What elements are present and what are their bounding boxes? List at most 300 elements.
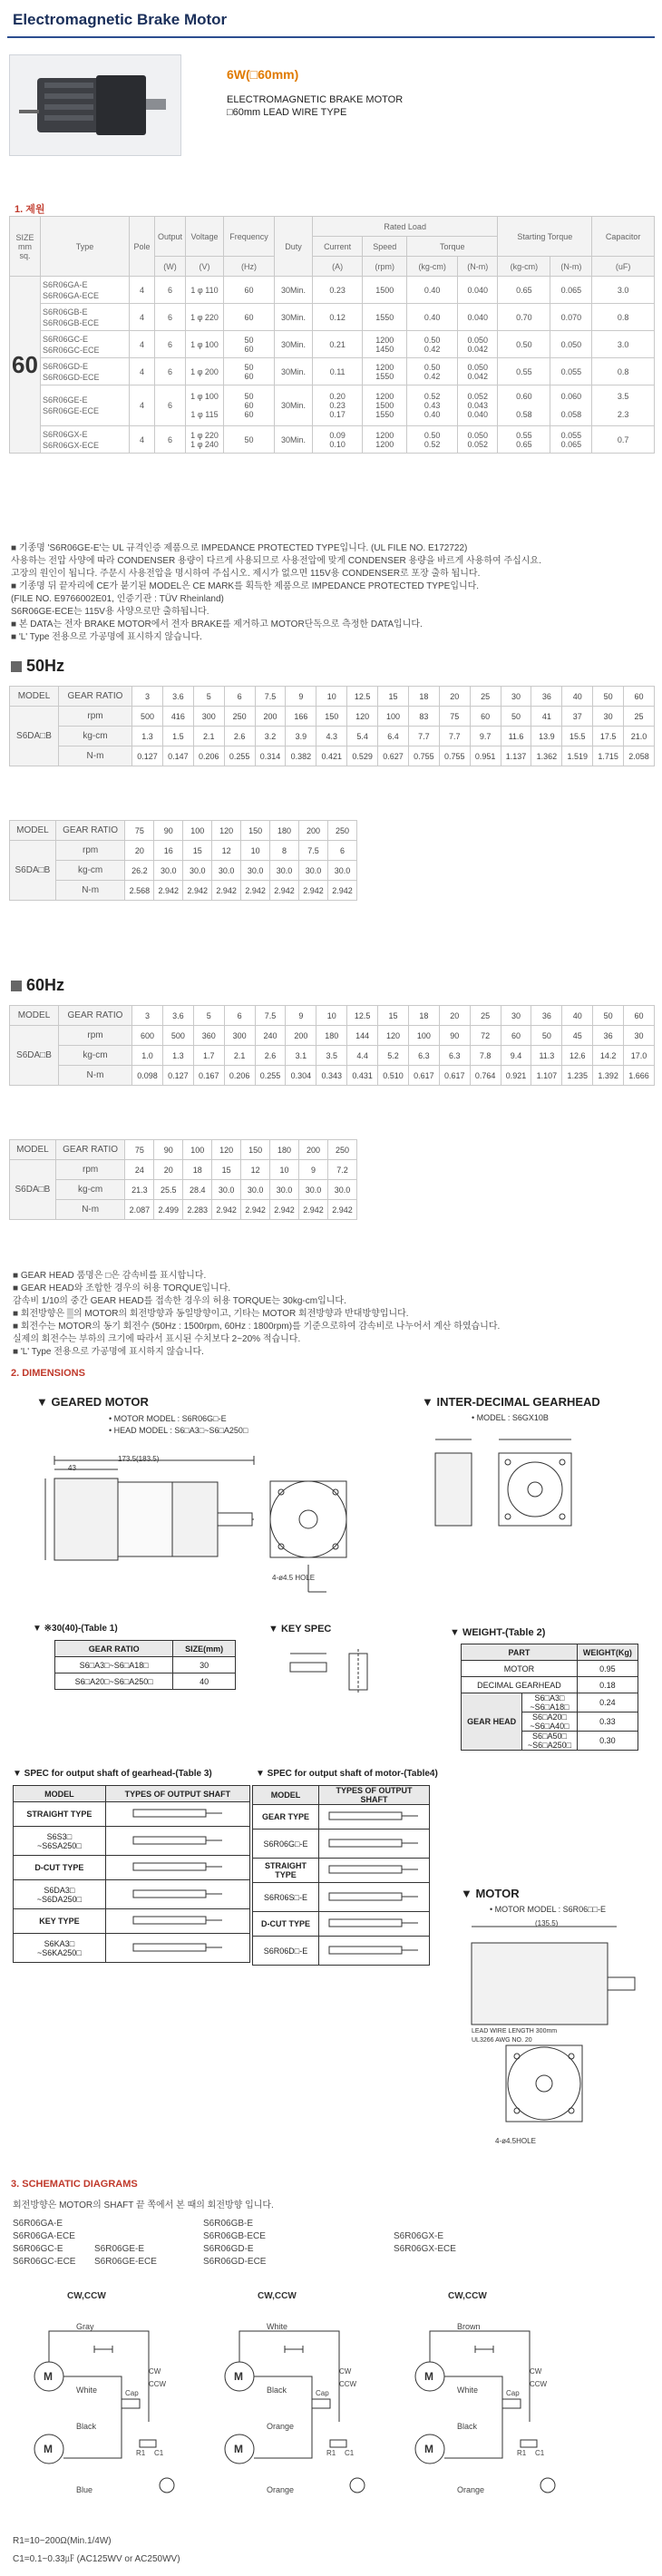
spec-cell-output: 6	[155, 385, 186, 426]
spec-cell-cap: 0.8	[592, 304, 655, 331]
motor-symbol-label: M	[424, 2370, 433, 2383]
weight-value: 0.30	[577, 1732, 638, 1751]
spec-row	[10, 358, 655, 385]
ratio-value: 150	[241, 821, 270, 841]
weight-part: S6□A50□ ~S6□A250□	[522, 1732, 578, 1751]
rpm-value: 144	[347, 1026, 378, 1046]
note-line: ■ 본 DATA는 전자 BRAKE MOTOR에서 전자 BRAKE를 제거하고 MOTOR단독으로 측정한 DATA입니다.	[11, 620, 423, 629]
ratio-value: 5	[193, 1006, 224, 1026]
spec-row	[10, 304, 655, 331]
spec-cell-duty: 30Min.	[275, 358, 313, 385]
schematic-intro: 회전방향은 MOTOR의 SHAFT 끝 쪽에서 본 때의 회전방향 입니다.	[13, 2200, 274, 2210]
shaft-model: S6KA3□ ~S6KA250□	[14, 1934, 106, 1963]
ratio-value: 100	[183, 821, 212, 841]
nm-value: 0.206	[193, 746, 224, 766]
spec-u-output: (W)	[155, 257, 186, 277]
nm-value: 2.942	[212, 881, 241, 901]
spec-cell-t1: 0.40	[407, 277, 458, 304]
kgcm-value: 30.0	[327, 1180, 356, 1200]
spec-cell-pole: 4	[130, 304, 155, 331]
nm-value: 0.147	[162, 746, 193, 766]
nm-value: 1.137	[501, 746, 531, 766]
rpm-value: 36	[593, 1026, 624, 1046]
rpm-value: 25	[624, 707, 655, 727]
ratio-value: 150	[241, 1140, 270, 1160]
nm-value: 0.755	[408, 746, 439, 766]
nm-value: 2.499	[154, 1200, 183, 1220]
rpm-label: rpm	[58, 707, 131, 727]
kgcm-value: 14.2	[593, 1046, 624, 1066]
note-line: ■ GEAR HEAD 품명은 □은 감속비를 표시합니다.	[13, 1271, 207, 1281]
rpm-value: 15	[212, 1160, 241, 1180]
ratio-value: 180	[270, 1140, 299, 1160]
ratio-gear-label: GEAR RATIO	[55, 821, 125, 841]
rpm-value: 100	[378, 707, 409, 727]
ratio-value: 3.6	[162, 1006, 193, 1026]
spec-cell-s1: 0.70	[498, 304, 550, 331]
spec-notes	[11, 542, 651, 644]
nm-value: 0.314	[255, 746, 286, 766]
rpm-value: 600	[132, 1026, 163, 1046]
shaft-drawing	[105, 1880, 249, 1909]
motor-symbol-label: M	[234, 2370, 243, 2383]
nm-value: 1.666	[624, 1066, 655, 1086]
schematic-model: S6R06GC-E	[13, 2244, 63, 2254]
spec-h-pole: Pole	[130, 217, 155, 277]
shaft-row	[14, 1880, 250, 1909]
spec-cell-duty: 30Min.	[275, 304, 313, 331]
rpm-value: 360	[193, 1026, 224, 1046]
kgcm-row	[10, 727, 655, 746]
spec-cell-current: 0.09 0.10	[313, 426, 363, 454]
kgcm-label: kg-cm	[55, 861, 125, 881]
note-line: 고장의 원인이 됩니다. 주문시 사용전압을 명시하여 주십시오. 제시가 없으면 115V용 CONDENSER로 포장 출하 됩니다.	[11, 569, 481, 579]
geared-motor-title: ▼ GEARED MOTOR	[36, 1395, 149, 1409]
spec-cell-speed: 1200 1500 1550	[363, 385, 407, 426]
rpm-value: 20	[154, 1160, 183, 1180]
ratio-value: 50	[593, 687, 624, 707]
spec-cell-s2: 0.060 0.058	[550, 385, 592, 426]
spec-cell-freq: 60	[224, 277, 275, 304]
spec-cell-t2: 0.050 0.042	[458, 358, 498, 385]
nm-value: 0.304	[286, 1066, 316, 1086]
spec-cell-type: S6R06GA-E S6R06GA-ECE	[41, 277, 130, 304]
rpm-value: 60	[470, 707, 501, 727]
wire-label: Black	[76, 2422, 97, 2431]
component-label: R1	[136, 2449, 146, 2457]
nm-value: 0.255	[224, 746, 255, 766]
spec-cell-t1: 0.40	[407, 304, 458, 331]
kgcm-value: 1.7	[193, 1046, 224, 1066]
rpm-value: 100	[408, 1026, 439, 1046]
shaft-row	[253, 1859, 430, 1883]
spec-cell-current: 0.21	[313, 331, 363, 358]
gear-table-50hz-b	[9, 820, 357, 901]
geared-head-model: • HEAD MODEL : S6□A3□~S6□A250□	[109, 1426, 248, 1435]
kgcm-value: 11.3	[531, 1046, 562, 1066]
rpm-value: 300	[193, 707, 224, 727]
spec-cell-voltage: 1 φ 100 1 φ 115	[186, 385, 224, 426]
weight-value: 0.95	[577, 1661, 638, 1677]
weight-part: DECIMAL GEARHEAD	[462, 1677, 578, 1693]
spec-cell-s2: 0.065	[550, 277, 592, 304]
note-line: ■ 'L' Type 전용으로 가공명에 표시하지 않습니다.	[11, 632, 202, 642]
kgcm-value: 1.3	[132, 727, 163, 746]
spec-cell-speed: 1200 1200	[363, 426, 407, 454]
ratio-model-name: S6DA□B	[10, 1160, 56, 1220]
kgcm-value: 28.4	[183, 1180, 212, 1200]
ratio-value: 3.6	[162, 687, 193, 707]
rpm-row	[10, 707, 655, 727]
rpm-value: 18	[183, 1160, 212, 1180]
component-label: CW	[149, 2367, 161, 2376]
rpm-value: 60	[501, 1026, 531, 1046]
ratio-value: 200	[299, 821, 328, 841]
ratio-value: 18	[408, 1006, 439, 1026]
kgcm-value: 6.4	[378, 727, 409, 746]
nm-value: 0.921	[501, 1066, 531, 1086]
rpm-value: 50	[531, 1026, 562, 1046]
rpm-row	[10, 1026, 655, 1046]
spec-cell-speed: 1200 1550	[363, 358, 407, 385]
spec-u-speed: (rpm)	[363, 257, 407, 277]
ratio-value: 5	[193, 687, 224, 707]
rpm-value: 240	[255, 1026, 286, 1046]
rpm-value: 83	[408, 707, 439, 727]
nm-value: 2.942	[241, 881, 270, 901]
nm-value: 2.087	[125, 1200, 154, 1220]
rpm-value: 120	[378, 1026, 409, 1046]
shaft-header	[14, 1786, 250, 1802]
shaft-model: S6DA3□ ~S6DA250□	[14, 1880, 106, 1909]
component-label: C1	[345, 2449, 355, 2457]
shaft-model: S6R06S□-E	[253, 1883, 319, 1912]
nm-value: 0.764	[470, 1066, 501, 1086]
motor-symbol-label: M	[44, 2443, 53, 2455]
page-title: Electromagnetic Brake Motor	[13, 11, 228, 28]
nm-value: 2.568	[125, 881, 154, 901]
spec-cell-duty: 30Min.	[275, 331, 313, 358]
weight-table	[461, 1644, 638, 1751]
kgcm-value: 1.0	[132, 1046, 163, 1066]
spec-cell-output: 6	[155, 331, 186, 358]
kgcm-value: 9.7	[470, 727, 501, 746]
spec-cell-s1: 0.60 0.58	[498, 385, 550, 426]
spec-cell-freq: 50	[224, 426, 275, 454]
spec-cell-pole: 4	[130, 358, 155, 385]
rpm-value: 250	[224, 707, 255, 727]
ratio-value: 180	[270, 821, 299, 841]
spec-cell-pole: 4	[130, 331, 155, 358]
weight-row	[462, 1661, 638, 1677]
wire-label: Gray	[76, 2322, 94, 2331]
ratio-value: 20	[439, 1006, 470, 1026]
spec-h-capacitor: Capacitor	[592, 217, 655, 257]
shaft-row	[14, 1856, 250, 1880]
nm-value: 0.098	[132, 1066, 163, 1086]
hz60-label: 60Hz	[26, 976, 65, 994]
spec-u-torque-kg: (kg-cm)	[407, 257, 458, 277]
hz50-label: 50Hz	[26, 657, 65, 675]
dim-motor-length: (135.5)	[535, 1919, 559, 1927]
kgcm-value: 30.0	[270, 1180, 299, 1200]
motor-model: • MOTOR MODEL : S6R06□□-E	[490, 1905, 607, 1914]
kgcm-value: 17.5	[593, 727, 624, 746]
ratio-value: 7.5	[255, 1006, 286, 1026]
shaft-drawing	[318, 1805, 429, 1830]
ratio-row	[10, 1006, 655, 1026]
ratio-value: 15	[378, 687, 409, 707]
kgcm-row	[10, 861, 357, 881]
ratio-value: 60	[624, 1006, 655, 1026]
spec-cell-t1: 0.50 0.42	[407, 358, 458, 385]
table1-title: ▼ ※30(40)-(Table 1)	[33, 1624, 118, 1634]
table1-row	[55, 1657, 236, 1673]
nm-value: 0.255	[255, 1066, 286, 1086]
kgcm-value: 17.0	[624, 1046, 655, 1066]
shaft-model: S6S3□ ~S6SA250□	[14, 1827, 106, 1856]
spec-cell-t1: 0.50 0.42	[407, 331, 458, 358]
schematic-model: S6R06GA-ECE	[13, 2231, 75, 2241]
nm-value: 0.206	[224, 1066, 255, 1086]
spec-cell-output: 6	[155, 277, 186, 304]
weight-part: S6□A3□ ~S6□A18□	[522, 1693, 578, 1712]
table1-cell: S6□A20□~S6□A250□	[55, 1673, 173, 1690]
hz50-title	[11, 657, 64, 676]
spec-cell-output: 6	[155, 426, 186, 454]
nm-value: 0.421	[316, 746, 347, 766]
note-line: (FILE NO. E9766002E01, 인증기관 : TÜV Rheinland)	[11, 594, 224, 604]
spec-cell-s2: 0.055 0.065	[550, 426, 592, 454]
kgcm-label: kg-cm	[58, 727, 131, 746]
shaft-h-model: MODEL	[14, 1786, 106, 1802]
rpm-value: 50	[501, 707, 531, 727]
spec-cell-t2: 0.040	[458, 304, 498, 331]
spec-cell-freq: 60	[224, 304, 275, 331]
shaft-drawing	[105, 1802, 249, 1827]
schematic-model: S6R06GB-ECE	[203, 2231, 266, 2241]
table4-title: ▼ SPEC for output shaft of motor-(Table4)	[256, 1769, 438, 1779]
spec-cell-voltage: 1 φ 110	[186, 277, 224, 304]
spec-h-size: SIZE mm sq.	[10, 217, 41, 277]
schematic-model: S6R06GX-E	[394, 2231, 444, 2241]
nm-value: 0.951	[470, 746, 501, 766]
rpm-row	[10, 1160, 357, 1180]
spec-cell-cap: 3.5 2.3	[592, 385, 655, 426]
nm-value: 2.942	[154, 881, 183, 901]
spec-cell-t2: 0.040	[458, 277, 498, 304]
ratio-value: 9	[286, 1006, 316, 1026]
spec-body	[10, 277, 655, 454]
ratio-value: 10	[316, 1006, 347, 1026]
shaft-drawing	[318, 1912, 429, 1937]
footer-capacitor: C1=0.1~0.33㎌ (AC125WV or AC250WV)	[13, 2554, 180, 2564]
ratio-value: 25	[470, 1006, 501, 1026]
shaft-row	[14, 1802, 250, 1827]
spec-row	[10, 385, 655, 426]
spec-cell-speed: 1200 1450	[363, 331, 407, 358]
kgcm-value: 12.6	[562, 1046, 593, 1066]
schematic-model: S6R06GE-ECE	[94, 2257, 157, 2267]
rpm-value: 24	[125, 1160, 154, 1180]
spec-cell-type: S6R06GC-E S6R06GC-ECE	[41, 331, 130, 358]
model-description-size: □60mm LEAD WIRE TYPE	[227, 107, 347, 118]
spec-size-value: 60	[10, 277, 41, 454]
note-line: ■ 'L' Type 전용으로 가공명에 표시하지 않습니다.	[13, 1347, 204, 1357]
spec-cell-output: 6	[155, 304, 186, 331]
shaft-drawing	[105, 1827, 249, 1856]
nm-row	[10, 881, 357, 901]
weight-value: 0.33	[577, 1712, 638, 1732]
nm-value: 2.942	[327, 1200, 356, 1220]
spec-table	[9, 216, 655, 454]
ratio-row	[10, 821, 357, 841]
rpm-label: rpm	[55, 841, 125, 861]
kgcm-value: 7.7	[439, 727, 470, 746]
spec-cell-pole: 4	[130, 277, 155, 304]
dim-overall-length: 173.5(183.5)	[118, 1455, 160, 1463]
spec-cell-current: 0.12	[313, 304, 363, 331]
nm-value: 1.519	[562, 746, 593, 766]
inter-gearhead-model: • MODEL : S6GX10B	[472, 1413, 549, 1422]
nm-label: N-m	[58, 1066, 131, 1086]
shaft-drawing	[105, 1934, 249, 1963]
inter-gearhead-title: ▼ INTER-DECIMAL GEARHEAD	[422, 1395, 600, 1409]
shaft-model: STRAIGHT TYPE	[253, 1859, 319, 1883]
spec-cell-pole: 4	[130, 426, 155, 454]
motor-symbol-label: M	[44, 2370, 53, 2383]
spec-cell-t2: 0.050 0.042	[458, 331, 498, 358]
weight-gearhead-label: GEAR HEAD	[462, 1693, 522, 1751]
table3-title: ▼ SPEC for output shaft of gearhead-(Table 3)	[13, 1769, 212, 1779]
spec-cell-t2: 0.050 0.052	[458, 426, 498, 454]
shaft-row	[253, 1912, 430, 1937]
weight-part: MOTOR	[462, 1661, 578, 1677]
dim-43: 43	[68, 1464, 76, 1472]
ratio-model-label: MODEL	[10, 1006, 59, 1026]
note-line: 사용하는 전압 사양에 따라 CONDENSER 용량이 다르게 사용되므로 사용전압에 맞게 CONDENSER 용량을 바르게 사용하여 주십시요.	[11, 556, 541, 566]
shaft-model: D-CUT TYPE	[253, 1912, 319, 1937]
rpm-value: 7.5	[299, 841, 328, 861]
spec-cell-s2: 0.055	[550, 358, 592, 385]
ratio-value: 40	[562, 1006, 593, 1026]
nm-value: 0.127	[132, 746, 163, 766]
nm-row	[10, 1066, 655, 1086]
shaft-model: KEY TYPE	[14, 1909, 106, 1934]
spec-u-voltage: (V)	[186, 257, 224, 277]
schematic-model: S6R06GB-E	[203, 2219, 254, 2229]
component-label: CW	[530, 2367, 542, 2376]
weight-h-weight: WEIGHT(Kg)	[577, 1644, 638, 1661]
lead-wire-spec: UL3266 AWG NO. 20	[472, 2037, 532, 2044]
nm-value: 0.617	[439, 1066, 470, 1086]
spec-u-st-kg: (kg-cm)	[498, 257, 550, 277]
rpm-value: 7.2	[327, 1160, 356, 1180]
wire-label: Black	[457, 2422, 478, 2431]
rpm-value: 120	[347, 707, 378, 727]
rpm-value: 6	[327, 841, 356, 861]
footer-resistor: R1=10~200Ω(Min.1/4W)	[13, 2536, 112, 2546]
spec-cell-freq: 50 60	[224, 358, 275, 385]
rpm-value: 16	[154, 841, 183, 861]
schematic-model: S6R06GE-E	[94, 2244, 145, 2254]
spec-cell-t1: 0.52 0.43 0.40	[407, 385, 458, 426]
gear-notes	[13, 1270, 653, 1359]
nm-value: 0.510	[378, 1066, 409, 1086]
ratio-value: 25	[470, 687, 501, 707]
spec-cell-speed: 1550	[363, 304, 407, 331]
wire-label: Orange	[267, 2485, 295, 2494]
note-line: 실제의 회전수는 부하의 크기에 따라서 표시된 수치보다 2~20% 적습니다.	[13, 1334, 301, 1344]
kgcm-label: kg-cm	[55, 1180, 125, 1200]
ratio-model-label: MODEL	[10, 821, 56, 841]
nm-label: N-m	[55, 1200, 125, 1220]
section-spec-title: 1. 제원	[15, 204, 45, 215]
kgcm-value: 2.6	[255, 1046, 286, 1066]
kgcm-value: 7.7	[408, 727, 439, 746]
nm-value: 0.431	[347, 1066, 378, 1086]
wire-label: White	[76, 2386, 98, 2395]
ratio-value: 36	[531, 687, 562, 707]
spec-cell-voltage: 1 φ 100	[186, 331, 224, 358]
component-label: Cap	[316, 2389, 329, 2397]
rpm-value: 45	[562, 1026, 593, 1046]
spec-cell-speed: 1500	[363, 277, 407, 304]
section-schematic-title: 3. SCHEMATIC DIAGRAMS	[11, 2179, 138, 2190]
schematic-diagram	[394, 2313, 575, 2513]
ratio-value: 120	[212, 821, 241, 841]
spec-row	[10, 277, 655, 304]
ratio-gear-label: GEAR RATIO	[58, 1006, 131, 1026]
kgcm-value: 30.0	[241, 1180, 270, 1200]
weight-value: 0.18	[577, 1677, 638, 1693]
spec-h-voltage: Voltage	[186, 217, 224, 257]
note-line: ■ GEAR HEAD와 조합한 경우의 허용 TORQUE입니다.	[13, 1283, 231, 1293]
shaft-drawing	[318, 1830, 429, 1859]
spec-u-frequency: (Hz)	[224, 257, 275, 277]
component-label: CCW	[530, 2380, 548, 2388]
spec-u-capacitor: (uF)	[592, 257, 655, 277]
spec-h-speed: Speed	[363, 237, 407, 257]
kgcm-value: 5.4	[347, 727, 378, 746]
title-underline	[7, 36, 655, 38]
kgcm-value: 13.9	[531, 727, 562, 746]
motor-title: ▼ MOTOR	[461, 1887, 520, 1900]
rpm-value: 10	[270, 1160, 299, 1180]
wire-label: White	[267, 2322, 288, 2331]
rpm-row	[10, 841, 357, 861]
rpm-value: 150	[316, 707, 347, 727]
motor-symbol-label: M	[424, 2443, 433, 2455]
weight-row	[462, 1677, 638, 1693]
ratio-model-label: MODEL	[10, 687, 59, 707]
shaft-drawing	[105, 1909, 249, 1934]
ratio-model-name: S6DA□B	[10, 1026, 59, 1086]
spec-cell-cap: 3.0	[592, 331, 655, 358]
key-spec-drawing	[281, 1640, 390, 1703]
ratio-value: 90	[154, 821, 183, 841]
wire-label: Orange	[457, 2485, 485, 2494]
ratio-value: 6	[224, 687, 255, 707]
kgcm-value: 3.5	[316, 1046, 347, 1066]
rpm-value: 500	[162, 1026, 193, 1046]
shaft-h-types: TYPES OF OUTPUT SHAFT	[105, 1786, 249, 1802]
kgcm-row	[10, 1046, 655, 1066]
rpm-value: 12	[241, 1160, 270, 1180]
spec-cell-s2: 0.050	[550, 331, 592, 358]
wire-label: Brown	[457, 2322, 481, 2331]
kgcm-value: 30.0	[327, 861, 356, 881]
